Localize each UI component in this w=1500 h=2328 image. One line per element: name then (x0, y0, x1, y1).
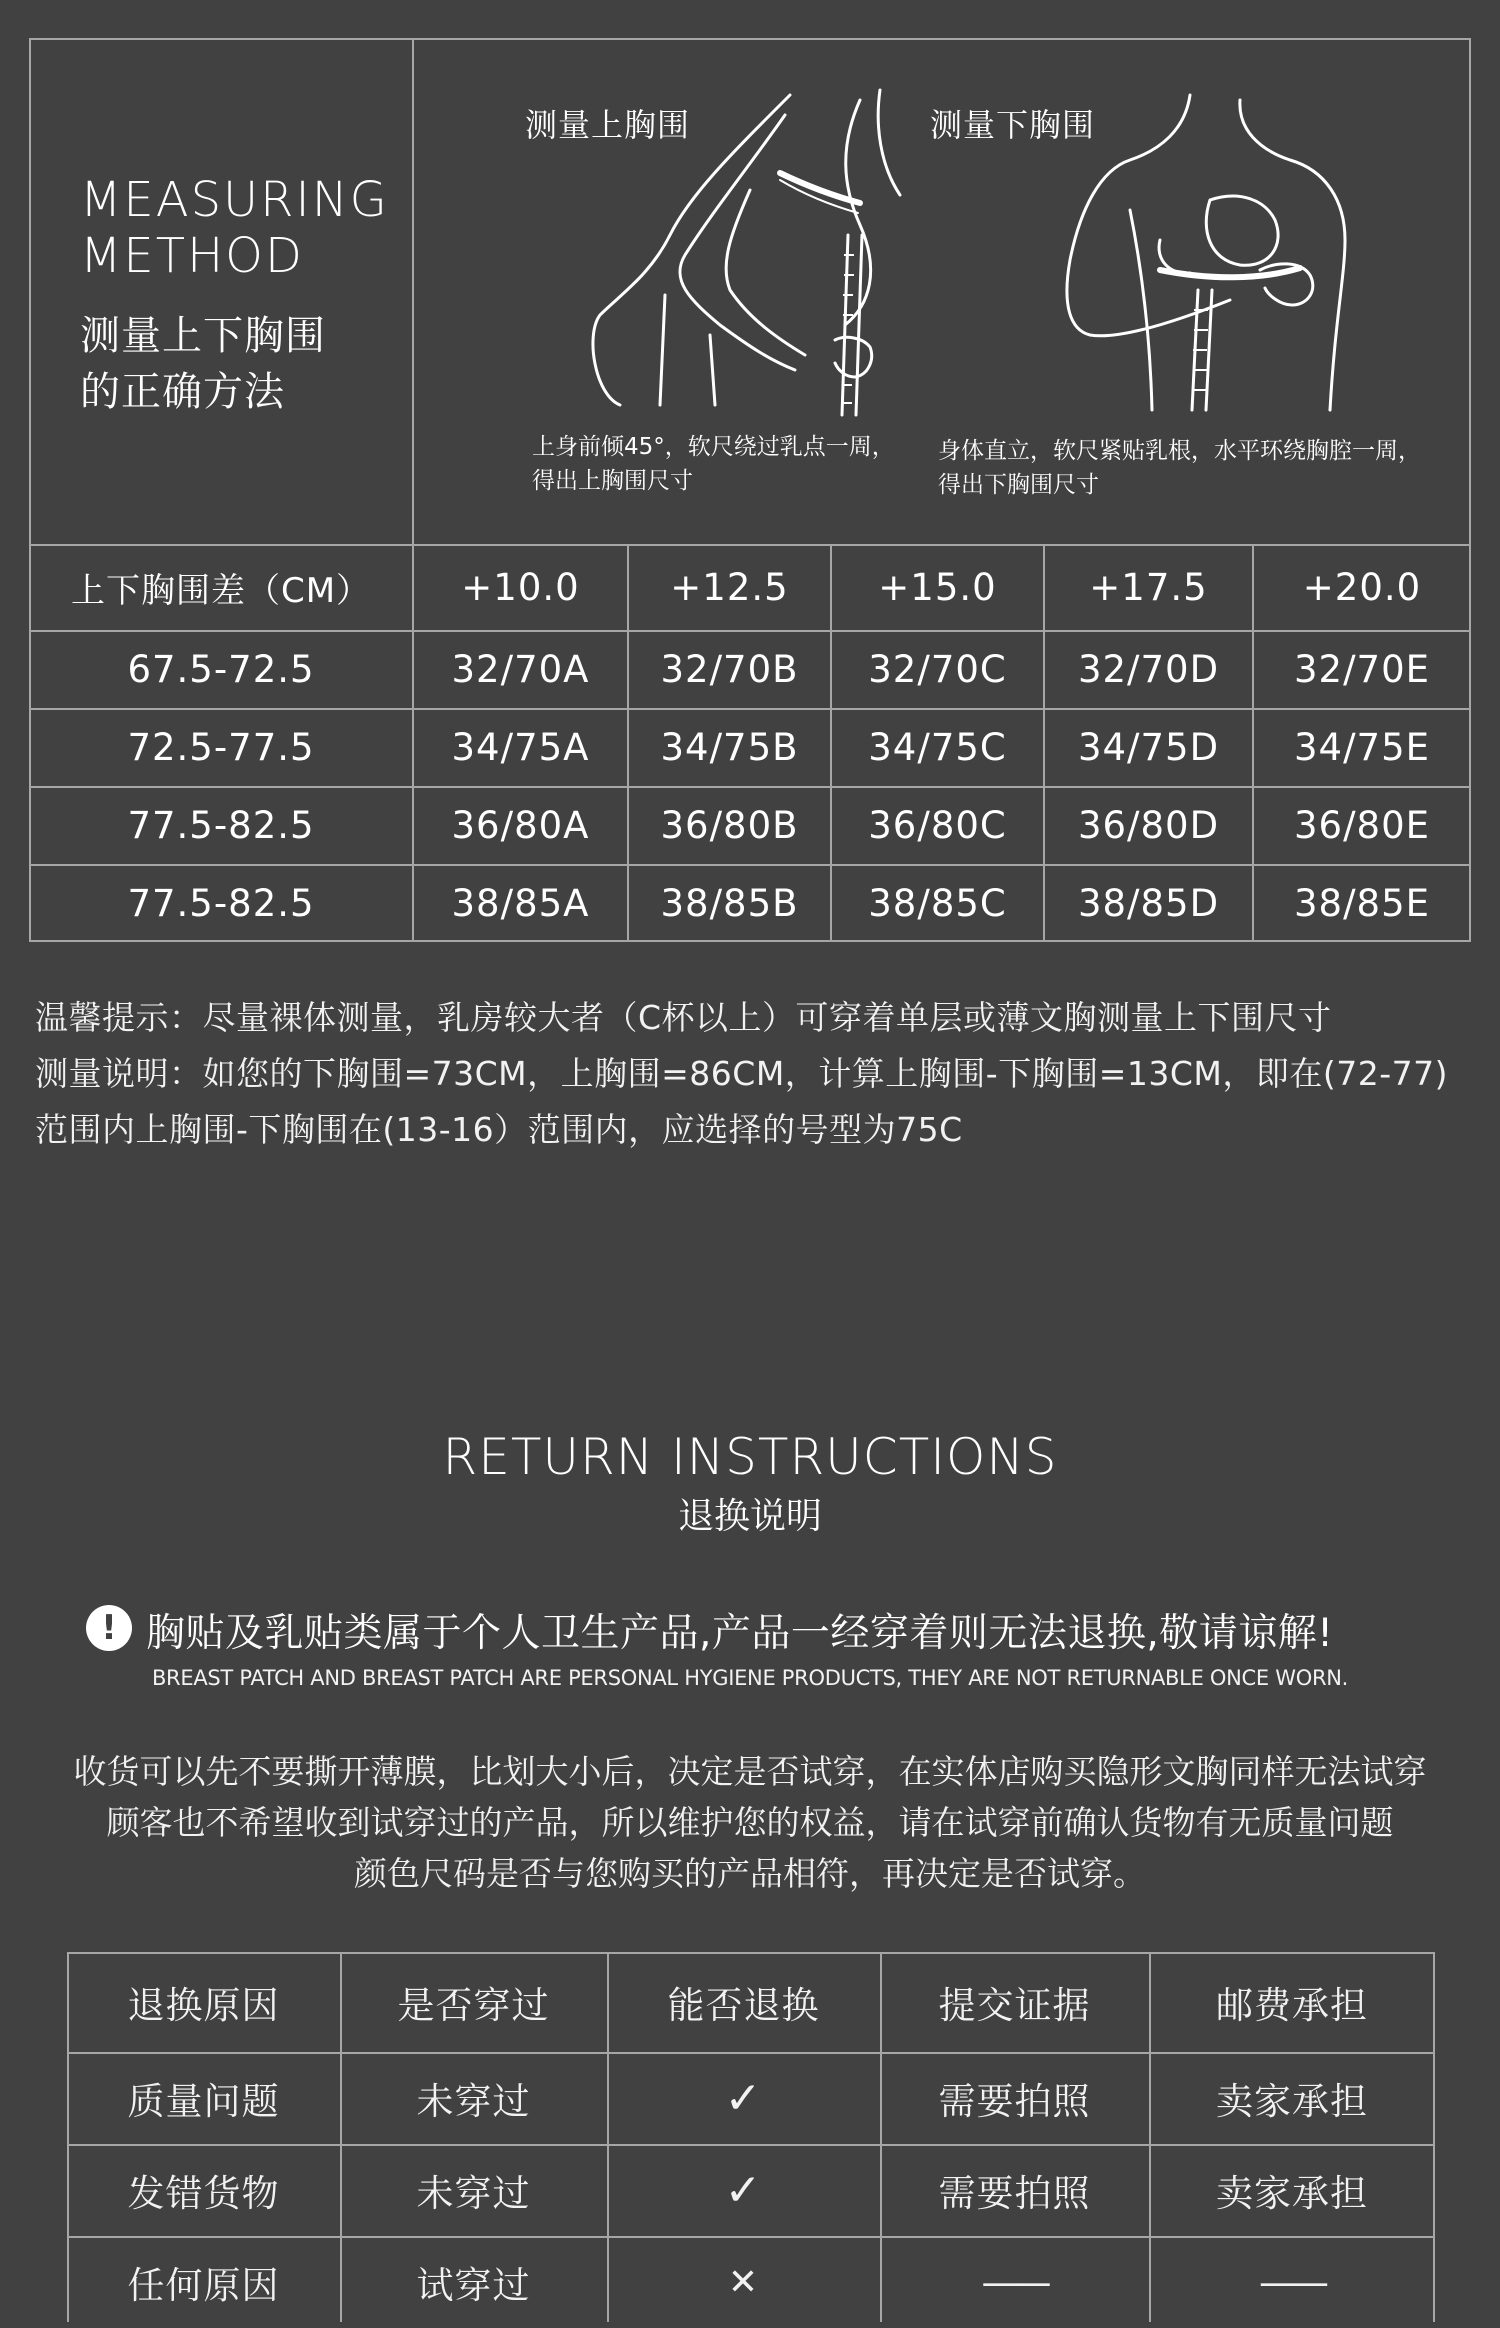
size-cell: 36/80E (1293, 803, 1430, 847)
size-cell: 38/85B (660, 881, 799, 925)
size-cell: 34/75A (451, 725, 590, 769)
size-cell: 36/80B (660, 803, 799, 847)
return-cell: 卖家承担 (1216, 2172, 1368, 2215)
size-table-header: +20.0 (1302, 565, 1422, 609)
upper-bust-caption-1: 上身前倾45°，软尺绕过乳点一周， (532, 434, 895, 460)
return-paragraph-1: 收货可以先不要撕开薄膜，比划大小后，决定是否试穿，在实体店购买隐形文胸同样无法试穿 (73, 1752, 1427, 1791)
size-table-header-diff: 上下胸围差（CM） (70, 570, 372, 611)
size-table-header: +15.0 (878, 565, 997, 609)
measuring-title-zh-2: 的正确方法 (80, 369, 285, 415)
return-header-returnable: 能否退换 (667, 1984, 820, 2027)
return-cell: 未穿过 (416, 2080, 531, 2123)
size-row-range: 67.5-72.5 (127, 647, 315, 691)
warning-text-en: BREAST PATCH AND BREAST PATCH ARE PERSONAL HYGIENE PRODUCTS, THEY ARE NOT RETURNABLE ONCE WORN. (151, 1666, 1349, 1690)
upper-bust-measuring-illustration (580, 85, 920, 425)
return-cell: 需要拍照 (938, 2080, 1091, 2123)
tip-note: 温馨提示：尽量裸体测量，乳房较大者（C杯以上）可穿着单层或薄文胸测量上下围尺寸 (35, 998, 1332, 1037)
cross-icon: ✕ (727, 2261, 760, 2303)
warning-text-zh: 胸贴及乳贴类属于个人卫生产品,产品一经穿着则无法退换,敬请谅解! (146, 1611, 1334, 1656)
return-cell: 任何原因 (127, 2264, 280, 2307)
size-cell: 32/70E (1293, 647, 1430, 691)
size-cell: 36/80A (451, 803, 590, 847)
size-cell: 36/80C (868, 803, 1007, 847)
size-row-range: 77.5-82.5 (127, 803, 315, 847)
return-paragraph-2: 顾客也不希望收到试穿过的产品，所以维护您的权益，请在试穿前确认货物有无质量问题 (106, 1803, 1394, 1842)
size-cell: 38/85D (1077, 881, 1220, 925)
warning-icon: ! (86, 1605, 132, 1651)
check-icon: ✓ (724, 2164, 763, 2216)
size-cell: 38/85E (1293, 881, 1430, 925)
upper-bust-label: 测量上胸围 (525, 106, 691, 144)
return-cell: —— (1259, 2260, 1325, 2304)
lower-bust-label: 测量下胸围 (930, 106, 1096, 144)
size-table-header: +10.0 (461, 565, 580, 609)
size-cell: 34/75D (1077, 725, 1220, 769)
measure-explanation-2: 范围内上胸围-下胸围在(13-16）范围内，应选择的号型为75C (35, 1110, 963, 1149)
return-cell: 发错货物 (127, 2172, 280, 2215)
size-cell: 34/75E (1293, 725, 1430, 769)
size-cell: 38/85C (868, 881, 1007, 925)
return-cell: 未穿过 (416, 2172, 531, 2215)
lower-bust-caption-2: 得出下胸围尺寸 (938, 472, 1099, 498)
return-header-worn: 是否穿过 (397, 1984, 550, 2027)
return-cell: 试穿过 (416, 2264, 531, 2307)
measuring-title-en-1: MEASURING (80, 172, 389, 228)
measure-explanation-1: 测量说明：如您的下胸围=73CM，上胸围=86CM，计算上胸围-下胸围=13CM，即在(72-77) (35, 1054, 1449, 1093)
size-table-header: +17.5 (1089, 565, 1208, 609)
lower-bust-caption-1: 身体直立，软尺紧贴乳根，水平环绕胸腔一周， (938, 438, 1421, 464)
size-cell: 34/75B (660, 725, 799, 769)
upper-bust-caption-2: 得出上胸围尺寸 (532, 468, 693, 494)
size-cell: 34/75C (868, 725, 1007, 769)
size-cell: 38/85A (451, 881, 590, 925)
check-icon: ✓ (724, 2072, 763, 2124)
return-title-en: RETURN INSTRUCTIONS (442, 1428, 1058, 1486)
measuring-title-zh-1: 测量上下胸围 (80, 313, 326, 359)
size-row-range: 72.5-77.5 (127, 725, 315, 769)
return-title-zh: 退换说明 (677, 1496, 822, 1537)
size-cell: 32/70C (868, 647, 1007, 691)
return-paragraph-3: 颜色尺码是否与您购买的产品相符，再决定是否试穿。 (354, 1854, 1146, 1893)
size-cell: 32/70D (1077, 647, 1220, 691)
return-header-reason: 退换原因 (127, 1984, 280, 2027)
size-cell: 32/70B (660, 647, 799, 691)
lower-bust-measuring-illustration (1060, 90, 1360, 420)
measuring-title-en-2: METHOD (80, 228, 304, 284)
size-cell: 32/70A (451, 647, 590, 691)
return-cell: —— (981, 2260, 1048, 2304)
size-table-header: +12.5 (670, 565, 789, 609)
return-cell: 卖家承担 (1216, 2080, 1368, 2123)
size-cell: 36/80D (1077, 803, 1220, 847)
return-header-evidence: 提交证据 (938, 1984, 1091, 2027)
size-row-range: 77.5-82.5 (127, 881, 315, 925)
return-header-postage: 邮费承担 (1216, 1984, 1368, 2027)
return-cell: 质量问题 (127, 2080, 280, 2123)
return-cell: 需要拍照 (938, 2172, 1091, 2215)
